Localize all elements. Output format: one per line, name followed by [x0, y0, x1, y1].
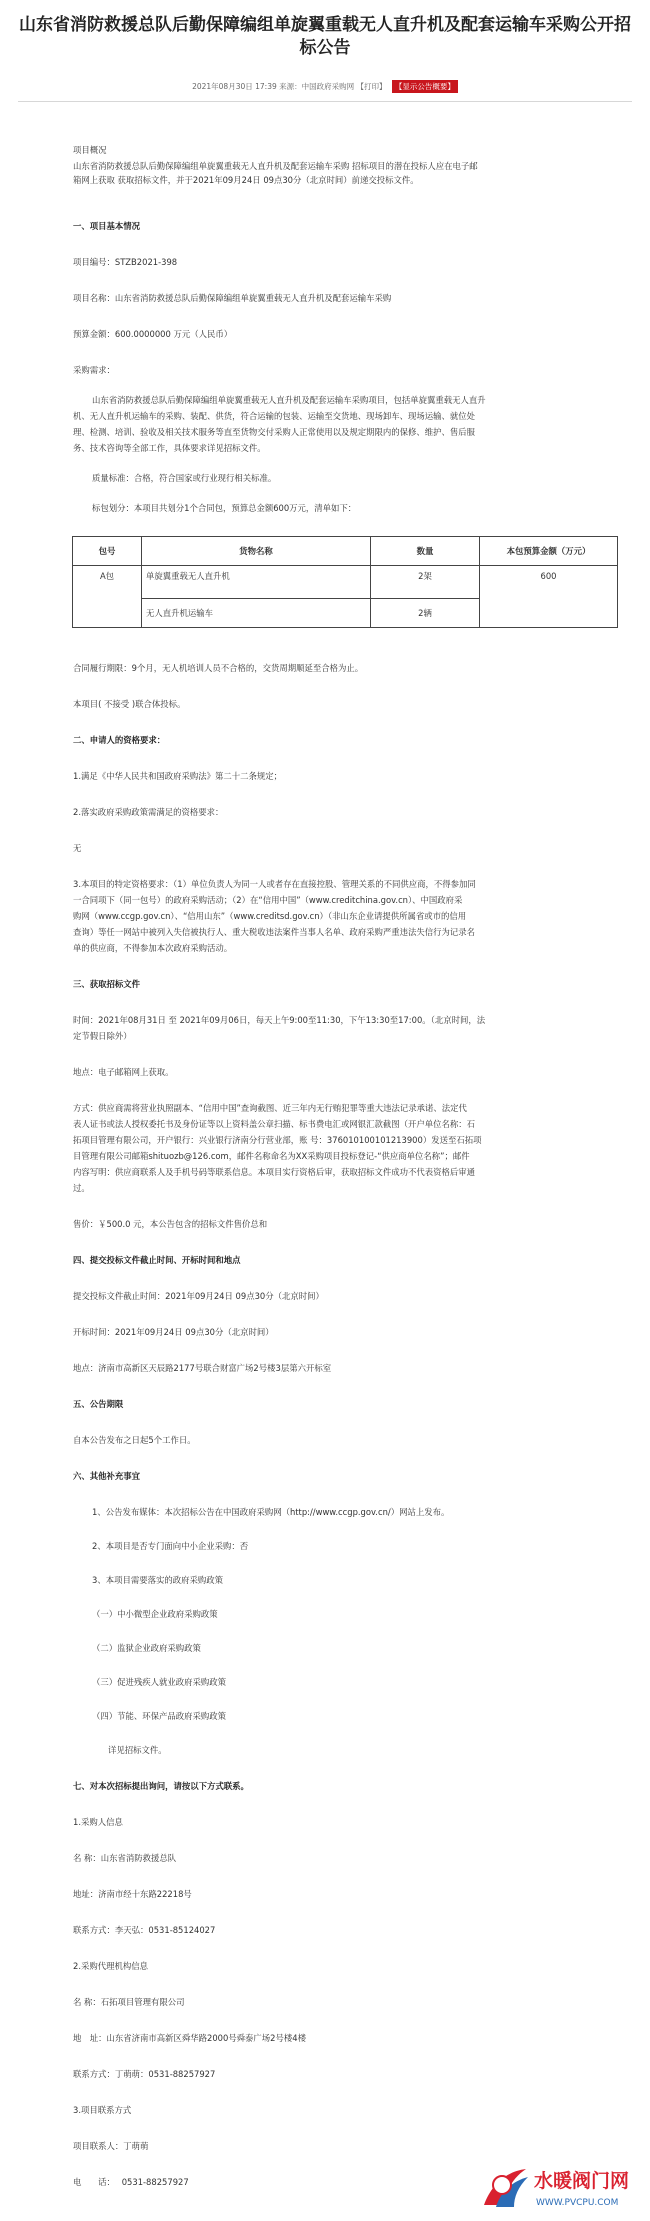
overview-line-1: 山东省消防救援总队后勤保障编组单旋翼重载无人直升机及配套运输车采购 招标项目的潜在投标人应在电子邮 — [73, 161, 478, 171]
purchaser-name: 名 称：山东省消防救援总队 — [73, 1853, 177, 1863]
policy-3: （三）促进残疾人就业政府采购政策 — [92, 1677, 226, 1687]
policy-4: （四）节能、环保产品政府采购政策 — [92, 1711, 226, 1721]
project-contact-person: 项目联系人：丁萌萌 — [73, 2141, 149, 2151]
section-5-heading: 五、公告期限 — [73, 1399, 124, 1409]
contract-period: 合同履行期限：9个月，无人机培训人员不合格的，交货周期顺延至合格为止。 — [73, 663, 364, 673]
goods-cell: 无人直升机运输车 — [142, 599, 371, 628]
notice-period: 自本公告发布之日起5个工作日。 — [73, 1435, 196, 1445]
qualification-1: 1.满足《中华人民共和国政府采购法》第二十二条规定； — [73, 771, 282, 781]
table-header-budget: 本包预算金额（万元） — [480, 537, 618, 566]
overview-heading: 项目概况 — [73, 145, 107, 155]
watermark-url: WWW.PVCPU.COM — [536, 2198, 619, 2208]
section-3-heading: 三、获取招标文件 — [73, 979, 140, 989]
qualification-3-line-4: 查询）等任一网站中被列入失信被执行人、重大税收违法案件当事人名单、政府采购严重违法失信行为记录名 — [73, 927, 475, 937]
quality-standard: 质量标准：合格，符合国家或行业现行相关标准。 — [92, 473, 277, 483]
section-6-heading: 六、其他补充事宜 — [73, 1471, 140, 1481]
goods-cell: 单旋翼重载无人直升机 — [142, 566, 371, 599]
requirement-label: 采购需求： — [73, 365, 115, 375]
project-contact-phone: 电 话： 0531-88257927 — [73, 2177, 189, 2187]
supplement-2: 2、本项目是否专门面向中小企业采购：否 — [92, 1541, 249, 1551]
notice-page — [0, 0, 650, 102]
supplement-3: 3、本项目需要落实的政府采购政策 — [92, 1575, 223, 1585]
publish-datetime: 2021年08月30日 17:39 — [192, 82, 277, 91]
section-7-heading: 七、对本次招标提出询问，请按以下方式联系。 — [73, 1781, 249, 1791]
title-line-2: 标公告 — [299, 38, 351, 58]
obtain-way-line-1: 方式：供应商需将营业执照副本、“信用中国”查询截图、近三年内无行贿犯罪等重大违法记录承诺、法定代 — [73, 1103, 467, 1113]
requirement-line-4: 务、技术咨询等全部工作，具体要求详见招标文件。 — [73, 443, 266, 453]
section-4-heading: 四、提交投标文件截止时间、开标时间和地点 — [73, 1255, 241, 1265]
qualification-3-line-5: 单的供应商，不得参加本次政府采购活动。 — [73, 943, 233, 953]
project-contact-label: 3.项目联系方式 — [73, 2105, 132, 2115]
qualification-3-line-2: 一合同项下（同一包号）的政府采购活动；（2）在“信用中国”（www.creditchina.gov.cn）、中国政府采 — [73, 895, 463, 905]
qty-cell: 2辆 — [371, 599, 480, 628]
watermark-logo — [478, 2163, 640, 2213]
qualification-none: 无 — [73, 843, 82, 853]
lot-cell: A包 — [73, 566, 142, 628]
meta-bar — [0, 80, 650, 93]
lot-division: 标包划分：本项目共划分1个合同包，预算总金额600万元，清单如下： — [92, 503, 357, 513]
purchaser-label: 1.采购人信息 — [73, 1817, 123, 1827]
divider — [18, 101, 632, 102]
obtain-way-line-2: 表人证书或法人授权委托书及身份证等以上资料盖公章扫描、标书费电汇或网银汇款截图（开户单位名称：石 — [73, 1119, 475, 1129]
requirement-line-2: 机、无人直升机运输车的采购、装配、供货，符合运输的包装、运输至交货地、现场卸车、现场运输、就位处 — [73, 411, 475, 421]
obtain-place: 地点：电子邮箱网上获取。 — [73, 1067, 174, 1077]
agency-contact: 联系方式：丁萌萌：0531-88257927 — [73, 2069, 216, 2079]
print-link[interactable]: 【打印】 — [356, 82, 387, 91]
project-name: 项目名称：山东省消防救援总队后勤保障编组单旋翼重载无人直升机及配套运输车采购 — [73, 293, 392, 303]
table-header-row — [73, 537, 618, 566]
page-title — [0, 14, 650, 60]
requirement-line-1: 山东省消防救援总队后勤保障编组单旋翼重载无人直升机及配套运输车采购项目，包括单旋翼重载无人直升 — [92, 395, 486, 405]
obtain-way-line-6: 过。 — [73, 1183, 90, 1193]
agency-name: 名 称：石拓项目管理有限公司 — [73, 1997, 185, 2007]
table-row — [73, 566, 618, 599]
obtain-way-line-3: 拓项目管理有限公司，开户银行：兴业银行济南分行营业部，账 号：376010100101213900）发送至石拓项 — [73, 1135, 482, 1145]
obtain-time-line-1: 时间：2021年08月31日 至 2021年09月06日，每天上午9:00至11:30，下午13:30至17:00。（北京时间，法 — [73, 1015, 486, 1025]
document-price: 售价：￥500.0 元，本公告包含的招标文件售价总和 — [73, 1219, 268, 1229]
watermark-logo-graphic — [478, 2163, 640, 2213]
logo-circle — [493, 2176, 511, 2194]
watermark-text: 水暖阀门网 — [534, 2170, 630, 2192]
opening-time: 开标时间：2021年09月24日 09点30分（北京时间） — [73, 1327, 274, 1337]
summary-badge-button[interactable]: 【显示公告概要】 — [392, 80, 458, 93]
obtain-way-line-5: 内容写明：供应商联系人及手机号码等联系信息。本项目实行资格后审，获取招标文件成功不代表资格后审通 — [73, 1167, 475, 1177]
title-line-1: 山东省消防救援总队后勤保障编组单旋翼重载无人直升机及配套运输车采购公开招 — [19, 15, 631, 35]
opening-place: 地点：济南市高新区天辰路2177号联合财富广场2号楼3层第六开标室 — [73, 1363, 332, 1373]
budget-amount: 预算金额：600.0000000 万元（人民币） — [73, 329, 233, 339]
submit-deadline: 提交投标文件截止时间：2021年09月24日 09点30分（北京时间） — [73, 1291, 324, 1301]
project-number: 项目编号：STZB2021-398 — [73, 257, 178, 267]
policy-1: （一）中小微型企业政府采购政策 — [92, 1609, 218, 1619]
purchaser-contact: 联系方式：李天弘：0531-85124027 — [73, 1925, 216, 1935]
source-text: 来源：中国政府采购网 — [279, 82, 355, 91]
supplement-1: 1、公告发布媒体：本次招标公告在中国政府采购网（http://www.ccgp.gov.cn/）网站上发布。 — [92, 1507, 450, 1517]
table-header-qty: 数量 — [371, 537, 480, 566]
section-2-heading: 二、申请人的资格要求： — [73, 735, 166, 745]
qty-cell: 2架 — [371, 566, 480, 599]
table-header-goods: 货物名称 — [142, 537, 371, 566]
section-1-heading: 一、项目基本情况 — [73, 221, 140, 231]
table-header-lot: 包号 — [73, 537, 142, 566]
overview-line-2: 箱网上获取 获取招标文件，并于2021年09月24日 09点30分（北京时间）前递交投标文件。 — [73, 175, 419, 185]
policy-2: （二）监狱企业政府采购政策 — [92, 1643, 201, 1653]
obtain-way-line-4: 目管理有限公司邮箱shituozb@126.com，邮件名称命名为XX采购项目投标登记-“供应商单位名称”；邮件 — [73, 1151, 470, 1161]
qualification-2: 2.落实政府采购政策需满足的资格要求： — [73, 807, 224, 817]
policy-detail: 详见招标文件。 — [108, 1745, 167, 1755]
agency-address: 地 址：山东省济南市高新区舜华路2000号舜泰广场2号楼4楼 — [73, 2033, 306, 2043]
requirement-line-3: 理、检测、培训、验收及相关技术服务等直至货物交付采购人正常使用以及规定期限内的保修、维护、售后服 — [73, 427, 475, 437]
purchaser-address: 地址：济南市经十东路22218号 — [73, 1889, 192, 1899]
obtain-time-line-2: 定节假日除外） — [73, 1031, 132, 1041]
qualification-3-line-1: 3.本项目的特定资格要求：（1）单位负责人为同一人或者存在直接控股、管理关系的不同供应商，不得参加同 — [73, 879, 476, 889]
qualification-3-line-3: 购网（www.ccgp.gov.cn）、“信用山东”（www.creditsd.gov.cn）（非山东企业请提供所属省或市的信用 — [73, 911, 467, 921]
agency-label: 2.采购代理机构信息 — [73, 1961, 148, 1971]
budget-cell: 600 — [480, 566, 618, 628]
consortium-note: 本项目( 不接受 )联合体投标。 — [73, 699, 186, 709]
lot-table — [72, 536, 618, 628]
